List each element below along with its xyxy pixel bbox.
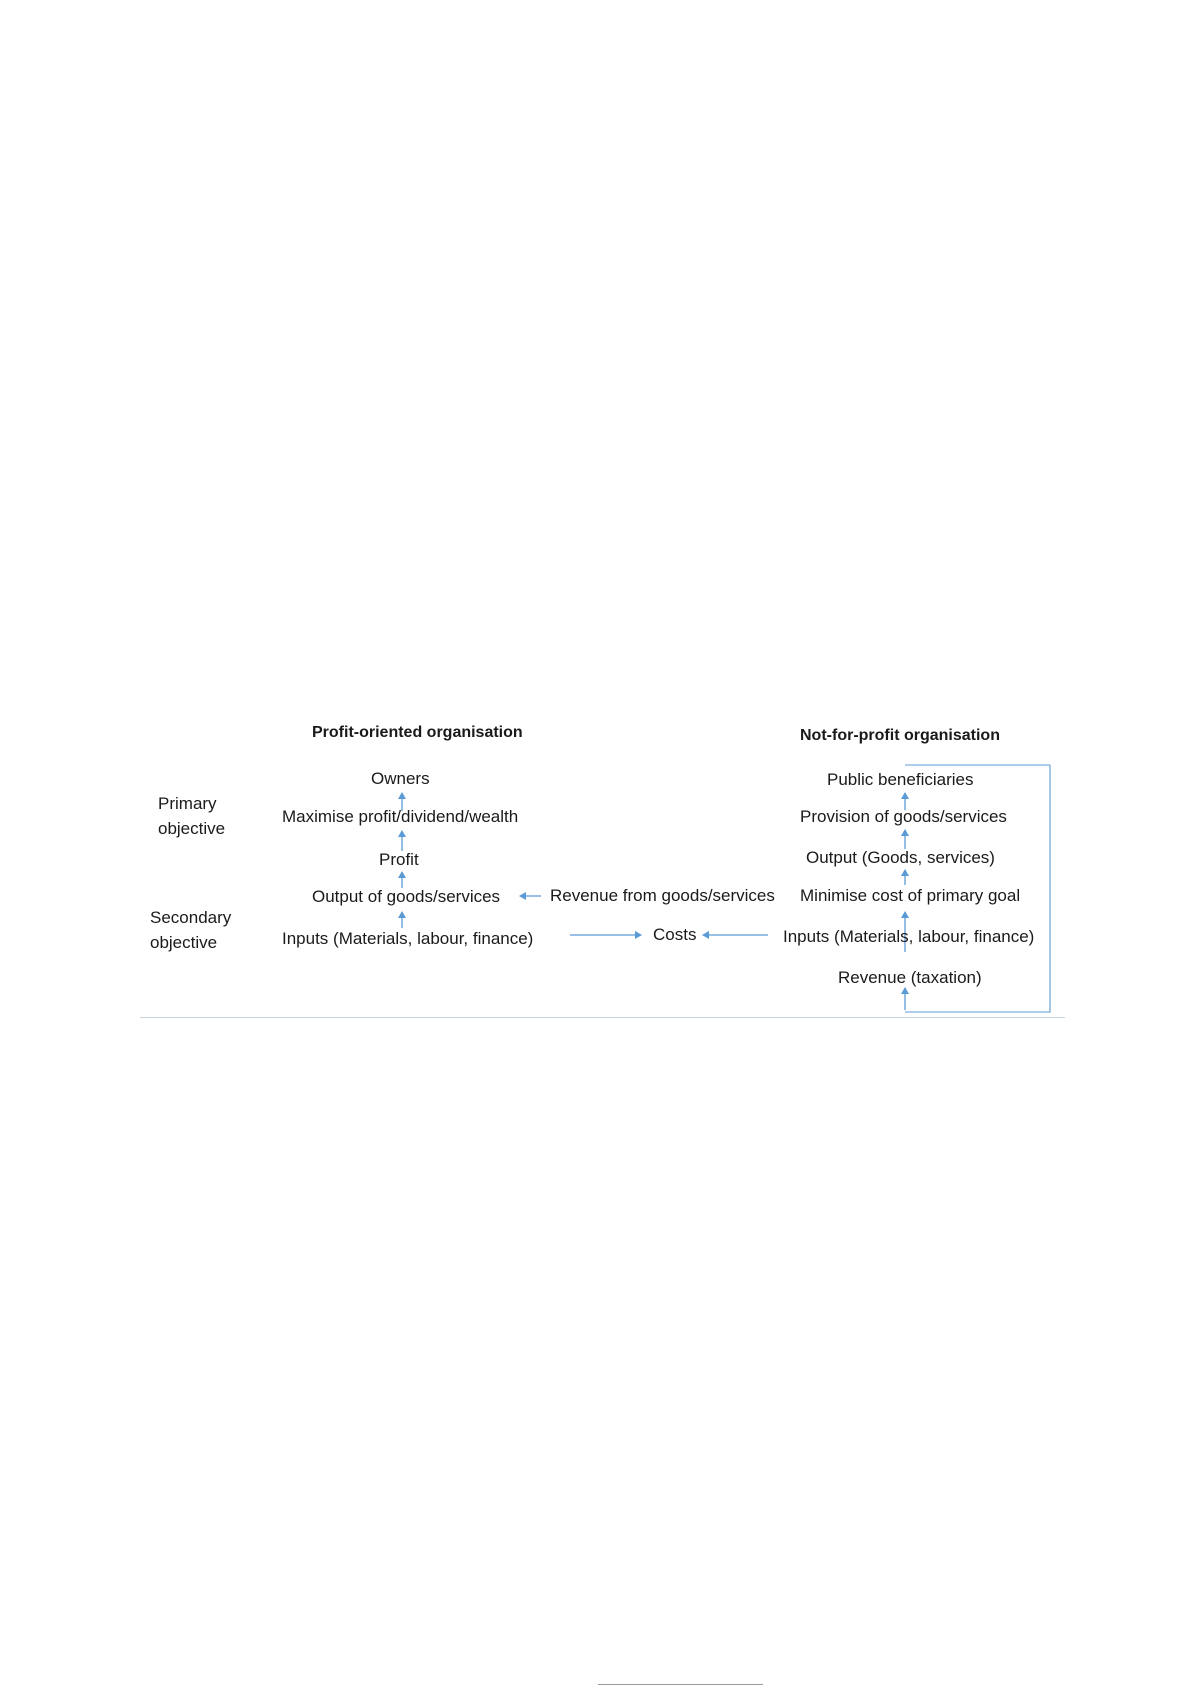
costs-node: Costs (653, 925, 697, 944)
output-goods-services-node: Output of goods/services (312, 887, 501, 906)
profit-inputs-node: Inputs (Materials, labour, finance) (282, 929, 534, 948)
maximise-profit-node: Maximise profit/dividend/wealth (282, 807, 519, 826)
public-beneficiaries-node: Public beneficiaries (827, 770, 974, 789)
revenue-taxation-node: Revenue (taxation) (838, 968, 982, 987)
not-for-profit-heading: Not-for-profit organisation (800, 727, 1000, 744)
output-goods-services-nfp-node: Output (Goods, services) (806, 848, 995, 867)
primary-objective-label: Primary objective (158, 794, 226, 838)
provision-goods-services-node: Provision of goods/services (800, 807, 1007, 826)
secondary-objective-label: Secondary objective (150, 908, 232, 952)
owners-node: Owners (371, 769, 430, 788)
revenue-from-goods-node: Revenue from goods/services (550, 886, 775, 905)
minimise-cost-node: Minimise cost of primary goal (800, 886, 1021, 905)
profit-node: Profit (379, 850, 419, 869)
figure-bottom-border (140, 1017, 1065, 1018)
nfp-inputs-node: Inputs (Materials, labour, finance) (783, 927, 1035, 946)
profit-oriented-heading: Profit-oriented organisation (312, 724, 523, 741)
